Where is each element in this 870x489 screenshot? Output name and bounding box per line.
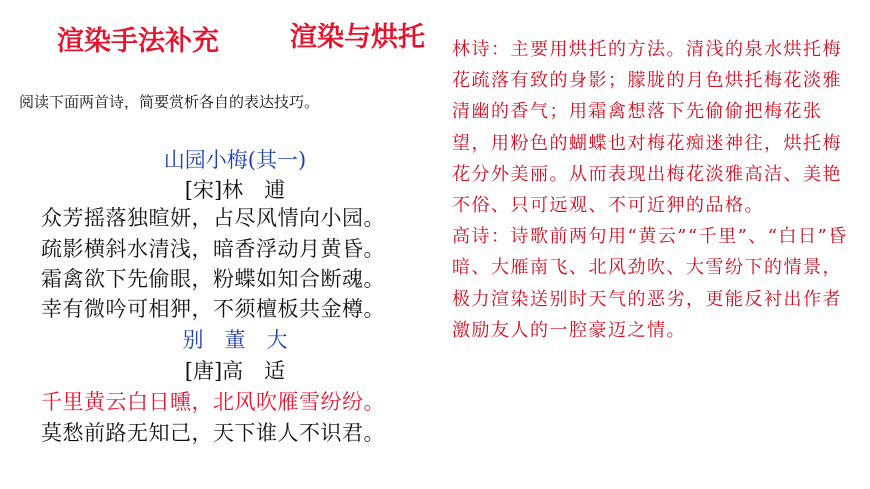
poem1-author: [宋]林 逋	[184, 178, 286, 202]
poem1-line-3: 霜禽欲下先偷眼，粉蝶如知合断魂。	[41, 267, 385, 291]
poem2-author: [唐]高 适	[184, 359, 286, 383]
question-instruction: 阅读下面两首诗，简要赏析各自的表达技巧。	[19, 93, 320, 111]
poem1-title: 山园小梅(其一)	[163, 148, 307, 172]
title-rendering-and-foil: 渲染与烘托	[290, 22, 425, 53]
poem2-line-1: 千里黄云白日曛，北风吹雁雪纷纷。	[41, 390, 385, 414]
poem2-title: 别 董 大	[182, 328, 288, 352]
analysis-panel	[452, 34, 852, 346]
poem1-line-2: 疏影横斜水清浅，暗香浮动月黄昏。	[41, 237, 385, 261]
analysis-lin: 林诗：主要用烘托的方法。清浅的泉水烘托梅花疏落有致的身影；朦胧的月色烘托梅花淡雅清幽的香气；用霜禽想落下先偷偷把梅花张望，用粉色的蝴蝶也对梅花痴迷神往，烘托梅花分外美丽。从而表现出梅花淡雅高洁、美艳不俗、只可远观、不可近狎的品格。	[452, 39, 842, 217]
poem1-line-4: 幸有微吟可相狎，不须檀板共金樽。	[41, 297, 385, 321]
title-rendering-technique: 渲染手法补充	[57, 26, 219, 57]
poem2-line-2: 莫愁前路无知己，天下谁人不识君。	[41, 421, 385, 445]
analysis-gao: 高诗：诗歌前两句用“黄云”“千里”、“白日”昏暗、大雁南飞、北风劲吹、大雪纷下的情景，极力渲染送别时天气的恶劣，更能反衬出作者激励友人的一腔豪迈之情。	[452, 226, 848, 341]
poem1-line-1: 众芳摇落独暄妍，占尽风情向小园。	[41, 206, 385, 230]
